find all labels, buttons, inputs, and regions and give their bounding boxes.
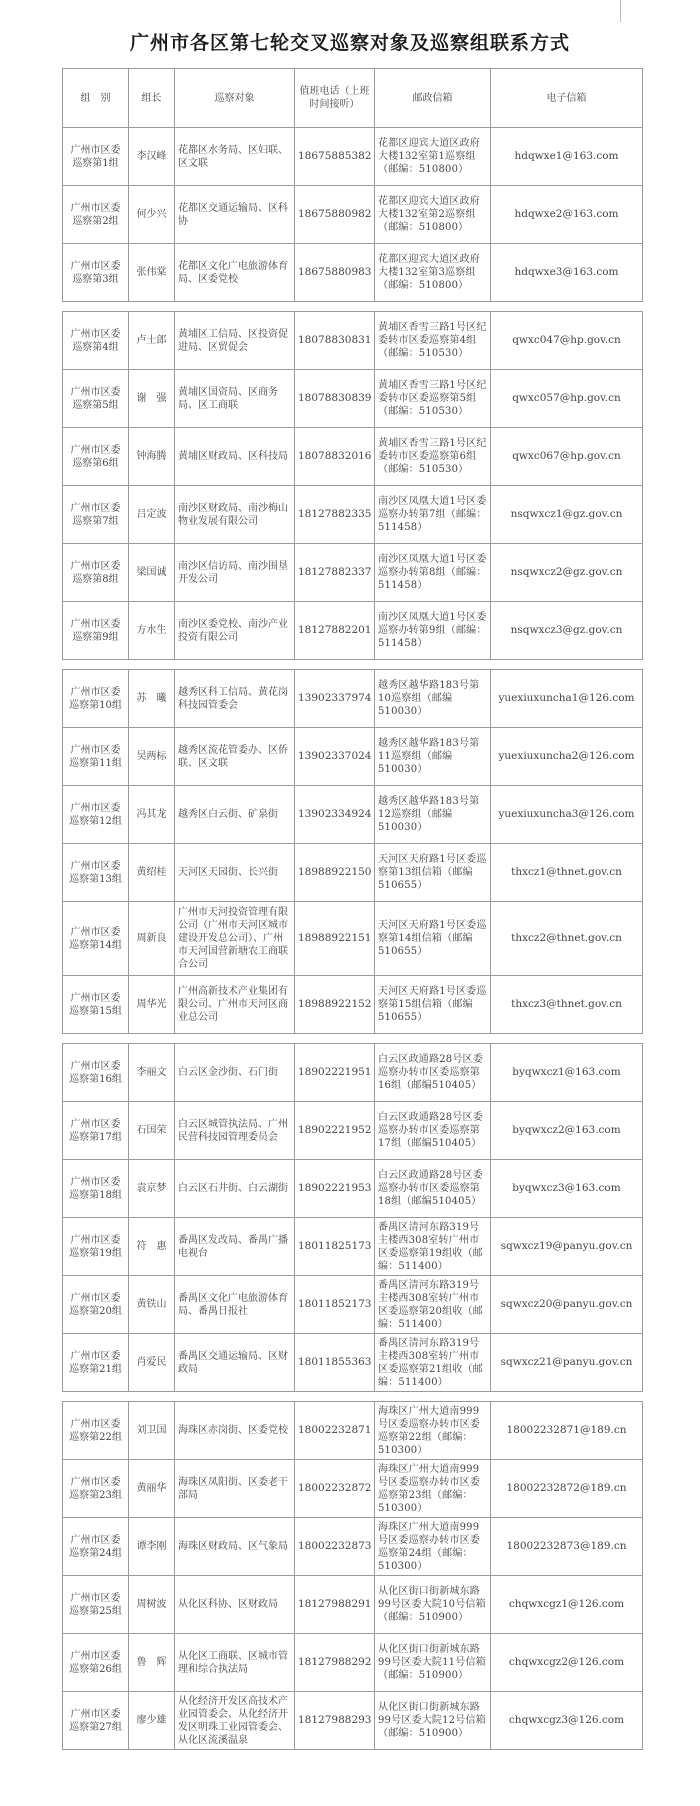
table-row (63, 1460, 643, 1518)
target-cell: 海珠区凤阳街、区委老干部局 (175, 1460, 295, 1518)
table-row (63, 1102, 643, 1160)
email-cell: byqwxcz3@163.com (491, 1160, 643, 1218)
address-cell: 海珠区广州大道南999号区委巡察办转市区委巡察第24组（邮编：510300） (375, 1518, 491, 1576)
group-cell: 广州市区委巡察第14组 (63, 902, 129, 976)
group-cell: 广州市区委巡察第10组 (63, 670, 129, 728)
email-cell: chqwxcgz2@126.com (491, 1634, 643, 1692)
address-cell: 番禺区清河东路319号主楼西308室转广州市区委巡察第20组收（邮编：511400） (375, 1276, 491, 1334)
address-cell: 海珠区广州大道南999号区委巡察办转市区委巡察第22组（邮编：510300） (375, 1402, 491, 1460)
section-separator (63, 302, 643, 312)
phone-cell: 18902221951 (295, 1044, 375, 1102)
group-cell: 广州市区委巡察第27组 (63, 1692, 129, 1750)
leader-cell: 肖爱民 (129, 1334, 175, 1392)
leader-cell: 符 惠 (129, 1218, 175, 1276)
email-cell: yuexiuxuncha3@126.com (491, 786, 643, 844)
target-cell: 黄埔区财政局、区科技局 (175, 428, 295, 486)
table-row (63, 1576, 643, 1634)
target-cell: 从化区科协、区财政局 (175, 1576, 295, 1634)
header-address: 邮政信箱 (375, 69, 491, 128)
group-cell: 广州市区委巡察第7组 (63, 486, 129, 544)
address-cell: 黄埔区香雪三路1号区纪委转市区委巡察第4组（邮编：510530） (375, 312, 491, 370)
target-cell: 广州市天河投资管理有限公司（广州市天河区城市建设开发总公司）、广州市天河国营新塘农工商联合公司 (175, 902, 295, 976)
phone-cell: 13902337024 (295, 728, 375, 786)
phone-cell: 13902334924 (295, 786, 375, 844)
address-cell: 越秀区越华路183号第12巡察组（邮编510030） (375, 786, 491, 844)
email-cell: 18002232871@189.cn (491, 1402, 643, 1460)
table-row (63, 186, 643, 244)
address-cell: 番禺区清河东路319号主楼西308室转广州市区委巡察第19组收（邮编：511400） (375, 1218, 491, 1276)
leader-cell: 石国荣 (129, 1102, 175, 1160)
phone-cell: 18988922152 (295, 976, 375, 1034)
group-cell: 广州市区委巡察第25组 (63, 1576, 129, 1634)
phone-cell: 18011852173 (295, 1276, 375, 1334)
target-cell: 白云区城管执法局、广州民营科技园管理委员会 (175, 1102, 295, 1160)
target-cell: 海珠区赤岗街、区委党校 (175, 1402, 295, 1460)
target-cell: 天河区天园街、长兴街 (175, 844, 295, 902)
leader-cell: 何少兴 (129, 186, 175, 244)
leader-cell: 吕定波 (129, 486, 175, 544)
table-row (63, 902, 643, 976)
target-cell: 广州高新技术产业集团有限公司、广州市天河区商业总公司 (175, 976, 295, 1034)
leader-cell: 鲁 辉 (129, 1634, 175, 1692)
address-cell: 从化区街口街新城东路99号区委大院12号信箱（邮编：510900） (375, 1692, 491, 1750)
address-cell: 越秀区越华路183号第10巡察组（邮编510030） (375, 670, 491, 728)
group-cell: 广州市区委巡察第19组 (63, 1218, 129, 1276)
leader-cell: 周树波 (129, 1576, 175, 1634)
email-cell: thxcz3@thnet.gov.cn (491, 976, 643, 1034)
header-target: 巡察对象 (175, 69, 295, 128)
group-cell: 广州市区委巡察第21组 (63, 1334, 129, 1392)
phone-cell: 18675880983 (295, 244, 375, 302)
email-cell: yuexiuxuncha2@126.com (491, 728, 643, 786)
target-cell: 花都区交通运输局、区科协 (175, 186, 295, 244)
group-cell: 广州市区委巡察第5组 (63, 370, 129, 428)
phone-cell: 18002232871 (295, 1402, 375, 1460)
section-separator (63, 1392, 643, 1402)
email-cell: hdqwxe1@163.com (491, 128, 643, 186)
page-edge-line (620, 0, 621, 22)
header-leader: 组长 (129, 69, 175, 128)
table-row (63, 370, 643, 428)
address-cell: 越秀区越华路183号第11巡察组（邮编510030） (375, 728, 491, 786)
table-row (63, 244, 643, 302)
header-phone: 值班电话（上班时间接听） (295, 69, 375, 128)
email-cell: thxcz1@thnet.gov.cn (491, 844, 643, 902)
leader-cell: 廖少雄 (129, 1692, 175, 1750)
target-cell: 南沙区委党校、南沙产业投资有限公司 (175, 602, 295, 660)
email-cell: nsqwxcz2@gz.gov.cn (491, 544, 643, 602)
phone-cell: 18127988291 (295, 1576, 375, 1634)
address-cell: 天河区天府路1号区委巡察第15组信箱（邮编510655） (375, 976, 491, 1034)
phone-cell: 18011855363 (295, 1334, 375, 1392)
leader-cell: 李汉峰 (129, 128, 175, 186)
email-cell: byqwxcz1@163.com (491, 1044, 643, 1102)
email-cell: qwxc057@hp.gov.cn (491, 370, 643, 428)
address-cell: 花都区迎宾大道区政府大楼132室第2巡察组（邮编：510800） (375, 186, 491, 244)
address-cell: 天河区天府路1号区委巡察第13组信箱（邮编510655） (375, 844, 491, 902)
group-cell: 广州市区委巡察第12组 (63, 786, 129, 844)
phone-cell: 18675880982 (295, 186, 375, 244)
email-cell: sqwxcz19@panyu.gov.cn (491, 1218, 643, 1276)
group-cell: 广州市区委巡察第23组 (63, 1460, 129, 1518)
section-separator (63, 1034, 643, 1044)
email-cell: 18002232873@189.cn (491, 1518, 643, 1576)
leader-cell: 冯其龙 (129, 786, 175, 844)
table-row (63, 544, 643, 602)
address-cell: 海珠区广州大道南999号区委巡察办转市区委巡察第23组（邮编：510300） (375, 1460, 491, 1518)
phone-cell: 18675885382 (295, 128, 375, 186)
section-gap (63, 302, 643, 312)
target-cell: 越秀区科工信局、黄花岗科技园管委会 (175, 670, 295, 728)
leader-cell: 苏 曦 (129, 670, 175, 728)
leader-cell: 钟海腾 (129, 428, 175, 486)
table-header-row (63, 69, 643, 128)
email-cell: 18002232872@189.cn (491, 1460, 643, 1518)
table-row (63, 128, 643, 186)
target-cell: 白云区金沙街、石门街 (175, 1044, 295, 1102)
table-row (63, 844, 643, 902)
group-cell: 广州市区委巡察第17组 (63, 1102, 129, 1160)
leader-cell: 黄绍桂 (129, 844, 175, 902)
section-separator (63, 660, 643, 670)
table-row (63, 976, 643, 1034)
table-row (63, 1634, 643, 1692)
table-row (63, 602, 643, 660)
address-cell: 南沙区凤凰大道1号区委巡察办转第7组（邮编：511458） (375, 486, 491, 544)
leader-cell: 黄铁山 (129, 1276, 175, 1334)
table-row (63, 486, 643, 544)
phone-cell: 18078830831 (295, 312, 375, 370)
email-cell: sqwxcz20@panyu.gov.cn (491, 1276, 643, 1334)
table-row (63, 1160, 643, 1218)
table-row (63, 1692, 643, 1750)
target-cell: 番禺区交通运输局、区财政局 (175, 1334, 295, 1392)
group-cell: 广州市区委巡察第4组 (63, 312, 129, 370)
email-cell: sqwxcz21@panyu.gov.cn (491, 1334, 643, 1392)
table-row (63, 670, 643, 728)
email-cell: chqwxcgz1@126.com (491, 1576, 643, 1634)
phone-cell: 18127882337 (295, 544, 375, 602)
group-cell: 广州市区委巡察第16组 (63, 1044, 129, 1102)
table-row (63, 312, 643, 370)
address-cell: 白云区政通路28号区委巡察办转市区委巡察第17组（邮编510405） (375, 1102, 491, 1160)
header-email: 电子信箱 (491, 69, 643, 128)
address-cell: 南沙区凤凰大道1号区委巡察办转第9组（邮编：511458） (375, 602, 491, 660)
address-cell: 南沙区凤凰大道1号区委巡察办转第8组（邮编：511458） (375, 544, 491, 602)
leader-cell: 吴两标 (129, 728, 175, 786)
phone-cell: 18127882335 (295, 486, 375, 544)
table-row (63, 1044, 643, 1102)
email-cell: nsqwxcz1@gz.gov.cn (491, 486, 643, 544)
group-cell: 广州市区委巡察第8组 (63, 544, 129, 602)
contact-table (62, 68, 643, 1750)
table-row (63, 1518, 643, 1576)
target-cell: 越秀区流花管委办、区侨联、区文联 (175, 728, 295, 786)
target-cell: 番禺区文化广电旅游体育局、番禺日报社 (175, 1276, 295, 1334)
group-cell: 广州市区委巡察第3组 (63, 244, 129, 302)
group-cell: 广州市区委巡察第20组 (63, 1276, 129, 1334)
phone-cell: 18988922151 (295, 902, 375, 976)
target-cell: 黄埔区工信局、区投资促进局、区贸促会 (175, 312, 295, 370)
leader-cell: 李丽文 (129, 1044, 175, 1102)
table-row (63, 728, 643, 786)
phone-cell: 18127882201 (295, 602, 375, 660)
email-cell: qwxc047@hp.gov.cn (491, 312, 643, 370)
leader-cell: 卢士郎 (129, 312, 175, 370)
table-row (63, 786, 643, 844)
table-row (63, 1402, 643, 1460)
target-cell: 从化区工商联、区城市管理和综合执法局 (175, 1634, 295, 1692)
group-cell: 广州市区委巡察第18组 (63, 1160, 129, 1218)
address-cell: 黄埔区香雪三路1号区纪委转市区委巡察第5组（邮编：510530） (375, 370, 491, 428)
phone-cell: 18011825173 (295, 1218, 375, 1276)
phone-cell: 18002232873 (295, 1518, 375, 1576)
group-cell: 广州市区委巡察第22组 (63, 1402, 129, 1460)
target-cell: 南沙区信访局、南沙围垦开发公司 (175, 544, 295, 602)
target-cell: 从化经济开发区高技术产业园管委会、从化经济开发区明珠工业园管委会、从化区流溪温泉 (175, 1692, 295, 1750)
phone-cell: 18078832016 (295, 428, 375, 486)
leader-cell: 周华光 (129, 976, 175, 1034)
table-row (63, 1218, 643, 1276)
email-cell: chqwxcgz3@126.com (491, 1692, 643, 1750)
address-cell: 花都区迎宾大道区政府大楼132室第1巡察组（邮编：510800） (375, 128, 491, 186)
address-cell: 花都区迎宾大道区政府大楼132室第3巡察组（邮编：510800） (375, 244, 491, 302)
leader-cell: 周新良 (129, 902, 175, 976)
leader-cell: 张伟棠 (129, 244, 175, 302)
phone-cell: 18127988292 (295, 1634, 375, 1692)
phone-cell: 18988922150 (295, 844, 375, 902)
address-cell: 白云区政通路28号区委巡察办转市区委巡察第16组（邮编510405） (375, 1044, 491, 1102)
target-cell: 越秀区白云街、矿泉街 (175, 786, 295, 844)
email-cell: hdqwxe2@163.com (491, 186, 643, 244)
leader-cell: 谭李刚 (129, 1518, 175, 1576)
address-cell: 从化区街口街新城东路99号区委大院10号信箱（邮编：510900） (375, 1576, 491, 1634)
leader-cell: 梁国诚 (129, 544, 175, 602)
document-title: 广州市各区第七轮交叉巡察对象及巡察组联系方式 (129, 32, 570, 54)
leader-cell: 袁京梦 (129, 1160, 175, 1218)
target-cell: 黄埔区国资局、区商务局、区工商联 (175, 370, 295, 428)
group-cell: 广州市区委巡察第24组 (63, 1518, 129, 1576)
phone-cell: 18127988293 (295, 1692, 375, 1750)
table-row (63, 428, 643, 486)
address-cell: 白云区政通路28号区委巡察办转市区委巡察第18组（邮编510405） (375, 1160, 491, 1218)
target-cell: 花都区文化广电旅游体育局、区委党校 (175, 244, 295, 302)
target-cell: 南沙区财政局、南沙梅山物业发展有限公司 (175, 486, 295, 544)
group-cell: 广州市区委巡察第9组 (63, 602, 129, 660)
email-cell: thxcz2@thnet.gov.cn (491, 902, 643, 976)
group-cell: 广州市区委巡察第2组 (63, 186, 129, 244)
table-row (63, 1276, 643, 1334)
email-cell: nsqwxcz3@gz.gov.cn (491, 602, 643, 660)
section-gap (63, 1392, 643, 1402)
email-cell: qwxc067@hp.gov.cn (491, 428, 643, 486)
email-cell: hdqwxe3@163.com (491, 244, 643, 302)
phone-cell: 18078830839 (295, 370, 375, 428)
group-cell: 广州市区委巡察第11组 (63, 728, 129, 786)
address-cell: 天河区天府路1号区委巡察第14组信箱（邮编510655） (375, 902, 491, 976)
leader-cell: 刘卫国 (129, 1402, 175, 1460)
header-group: 组 别 (63, 69, 129, 128)
table-row (63, 1334, 643, 1392)
table-body (63, 128, 643, 1750)
address-cell: 番禺区清河东路319号主楼西308室转广州市区委巡察第21组收（邮编：511400） (375, 1334, 491, 1392)
leader-cell: 谢 强 (129, 370, 175, 428)
group-cell: 广州市区委巡察第26组 (63, 1634, 129, 1692)
phone-cell: 13902337974 (295, 670, 375, 728)
group-cell: 广州市区委巡察第6组 (63, 428, 129, 486)
target-cell: 番禺区发改局、番禺广播电视台 (175, 1218, 295, 1276)
address-cell: 从化区街口街新城东路99号区委大院11号信箱（邮编：510900） (375, 1634, 491, 1692)
email-cell: byqwxcz2@163.com (491, 1102, 643, 1160)
group-cell: 广州市区委巡察第15组 (63, 976, 129, 1034)
phone-cell: 18002232872 (295, 1460, 375, 1518)
leader-cell: 黄丽华 (129, 1460, 175, 1518)
section-gap (63, 1034, 643, 1044)
target-cell: 花都区水务局、区妇联、区文联 (175, 128, 295, 186)
group-cell: 广州市区委巡察第13组 (63, 844, 129, 902)
phone-cell: 18902221953 (295, 1160, 375, 1218)
target-cell: 白云区石井街、白云湖街 (175, 1160, 295, 1218)
address-cell: 黄埔区香雪三路1号区纪委转市区委巡察第6组（邮编：510530） (375, 428, 491, 486)
leader-cell: 方水生 (129, 602, 175, 660)
section-gap (63, 660, 643, 670)
target-cell: 海珠区财政局、区气象局 (175, 1518, 295, 1576)
email-cell: yuexiuxuncha1@126.com (491, 670, 643, 728)
group-cell: 广州市区委巡察第1组 (63, 128, 129, 186)
phone-cell: 18902221952 (295, 1102, 375, 1160)
